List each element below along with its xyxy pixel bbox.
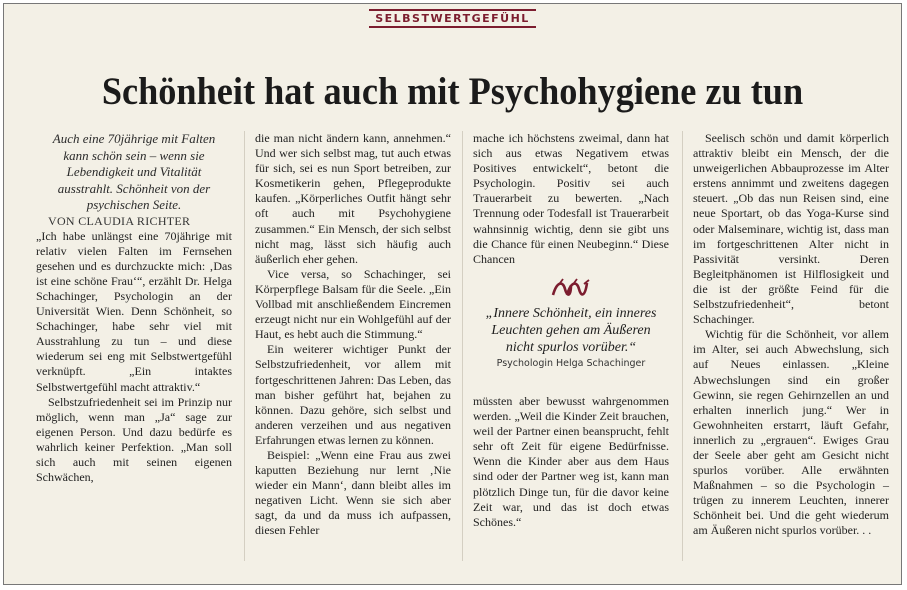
paragraph: Selbstzufriedenheit sei im Prinzip nur möglich, wenn man „Ja“ sage zur eigenen Person. Und dazu bedürfe es wahrlich keiner Perfektion. „Man soll sich auch mit seinen eigenen Schwächen, [36,394,232,485]
pull-quote-source: Psychologin Helga Schachinger [496,357,646,369]
byline: VON CLAUDIA RICHTER [48,213,191,228]
flourish-icon [549,277,593,299]
paragraph: mache ich höchstens zweimal, dann hat sich aus etwas Negativem etwas Positives entwickelt“, betont die Psychologin. Positiv sei auch Trauerarbeit zu bewerten. „Nach Trennung oder Todesfall ist Trauerarbeit wahnsinnig wichtig, denn sie gibt uns die Chance für einen Neubeginn.“ Diese Chancen [473,131,669,266]
column-rule [244,131,245,561]
paragraph: Vice versa, so Schachinger, sei Körperpflege Balsam für die Seele. „Ein Vollbad mit anschließendem Eincremen erzeugt nicht nur ein Wohlgefühl auf der Haut, es hebt auch die Stimmung.“ [255,266,451,342]
paragraph: Beispiel: „Wenn eine Frau aus zwei kaputten Beziehung nur lernt ‚Nie wieder ein Mann‘, dann bleibt alles im negativen Licht. Wenn sie sich aber sagt, da und da muss ich aufpassen, diesen Fehler [255,447,451,538]
paragraph: Seelisch schön und damit körperlich attraktiv bleibt ein Mensch, der die unweigerlichen Abbauprozesse im Alter erstens annimmt und zweitens dagegen steuert. „Ob das nun Reisen sind, eine neue Sportart, ob das Yoga-Kurse sind oder Malseminare, wichtig ist, dass man im fortgeschrittenen Alter nicht in Passivität versinkt. Deren Begleitphänomen ist Hilflosigkeit und die ist der größte Feind für die Selbstzufriedenheit“, betont Schachinger. [693,131,889,327]
article-headline: Schönheit hat auch mit Psychohygiene zu tun [101,70,804,113]
pull-quote [473,277,669,371]
paragraph: die man nicht ändern kann, annehmen.“ Und wer sich selbst mag, tut auch etwas für sich, sei es nun Sport betreiben, zur Kosmetikerin gehen, Pflegeprodukte kaufen. „Körperliches Outfit hängt sehr oft auch mit Psychohygiene zusammen.“ Ein Mensch, der sich selbst nicht mag, lässt sich häufig auch äußerlich eher gehen. [255,131,451,266]
column-2 [255,131,451,539]
column-3 [473,131,669,530]
section-kicker [4,9,901,28]
column-rule [682,131,683,561]
paragraph: Wichtig für die Schönheit, vor allem im Alter, sei auch Abwechslung, sich auf Neues einlassen. „Kleine Abwechslungen sind ein großer Gewinn, sie regen Gehirnzellen an und erhalten innerlich jung.“ Wer in Gewohnheiten erstarrt, läuft Gefahr, innerlich zu „ergrauen“. Ewiges Grau der Seele aber geht am Gesicht nicht spurlos vorüber. Alle erwähnten Maßnahmen – so die Psychologin – trügen zu innerem Leuchten, innerer Schönheit bei. Und die geht wiederum am Äußeren nicht spurlos vorüber. . . [693,327,889,538]
paragraph: Ein weiterer wichtiger Punkt der Selbstzufriedenheit, vor allem mit fortgeschrittenen Jahren: Das Leben, das man bisher geführt hat, bejahen zu können. Dazu gehöre, sich selbst und anderen verzeihen und aus negativen Erfahrungen etwas lernen zu können. [255,342,451,447]
paragraph: müssten aber bewusst wahrgenommen werden. „Weil die Kinder Zeit brauchen, weil der Partner einen beansprucht, fehlt sehr oft Zeit für eigene Bedürfnisse. Wenn die Kinder aber aus dem Haus sind oder der Partner weg ist, kann man plötzlich Dinge tun, für die davor keine Zeit war, und das ist doch etwas Schönes.“ [473,393,669,529]
kicker-label: SELBSTWERTGEFÜHL [369,9,536,28]
column-1 [36,131,232,485]
column-4 [693,131,889,539]
paragraph: „Ich habe unlängst eine 70jährige mit relativ vielen Falten im Fernsehen gesehen und es durchzuckte mich: ‚Das ist eine schöne Frau‘“, erzählt Dr. Helga Schachinger, Psychologin an der Universität Wien. Denn Schönheit, so Schachinger, habe sehr viel mit Ausstrahlung zu tun – und diese wiederum sei eng mit Selbstwertgefühl verknüpft. „Ein intaktes Selbstwertgefühl macht attraktiv.“ [36,228,232,394]
pull-quote-text: „Innere Schönheit, ein inneres Leuchten gehen am Äußeren nicht spurlos vorüber.“ [485,305,657,355]
article-lead: Auch eine 70jährige mit Falten kann schön sein – wenn sie Lebendigkeit und Vitalität ausstrahlt. Schönheit von der psychischen Seite. [52,131,216,212]
column-rule [462,131,463,561]
newspaper-clipping [3,3,902,585]
